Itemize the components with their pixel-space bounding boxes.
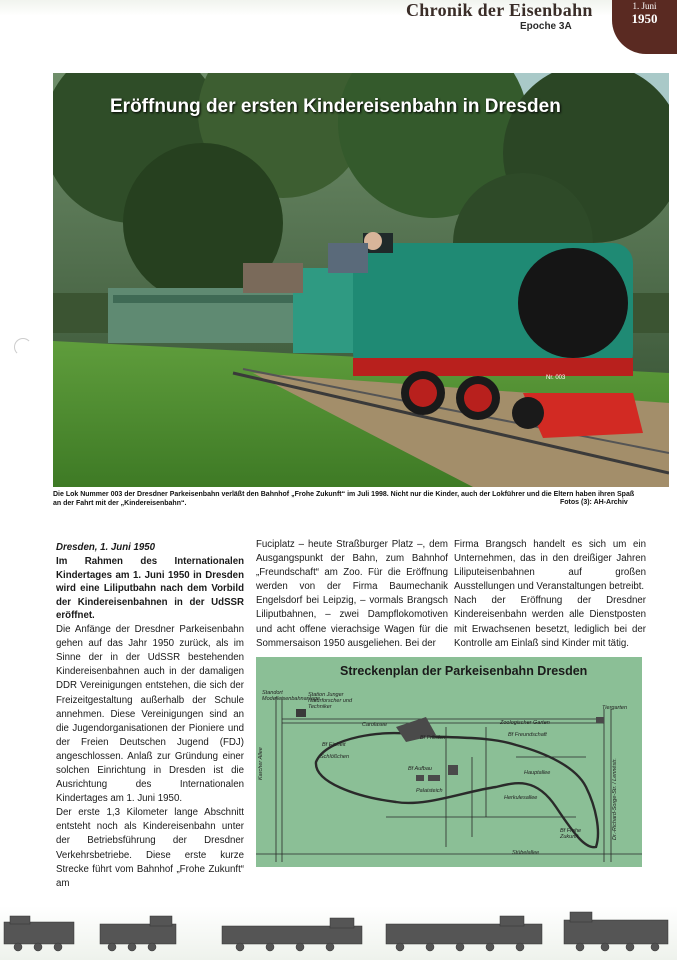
map-label-zoo: Zoologischer Garten (500, 720, 550, 726)
locomotive-icon (100, 916, 176, 951)
date-badge-year: 1950 (631, 11, 658, 26)
map-label-aufbau: Bf Aufbau (408, 766, 432, 772)
body-paragraph: Nach der Eröffnung der Dresdner Kindereisenbahn werden alle Dienstposten mit Erwachsenen besetzt, lediglich bei der Kontrolle am Einlaß sind Kinder mit tätig. (454, 595, 646, 649)
locomotive-icon (386, 916, 542, 951)
body-paragraph: Der erste 1,3 Kilometer lange Abschnitt entsteht noch als Kindereisenbahn unter der Betriebsführung der Dresdner Verkehrsbetriebe. Diese erste kurze Strecke führt vom Bahnhof „Frohe Zukunft“ am (56, 807, 244, 889)
dateline: Dresden, 1. Juni 1950 (56, 542, 156, 553)
map-label-hauptallee: Hauptallee (524, 770, 551, 776)
train-photo (53, 73, 669, 487)
locomotive-icon (564, 912, 668, 951)
map-label-tiergarten: Tiergarten (602, 705, 628, 711)
locomotive-icon (222, 918, 362, 951)
map-title: Streckenplan der Parkeisenbahn Dresden (340, 664, 588, 678)
map-label-frohe-zukunft: Bf Frohe Zukunft (560, 828, 582, 840)
map-label-freundschaft: Bf Freundschaft (508, 732, 547, 738)
map-label-palaisteich: Palaisteich (416, 788, 443, 794)
body-paragraph: Firma Brangsch handelt es sich um ein Unternehmen, das in den dreißiger Jahren Liliputeisenbahnen auf großen Ausstellungen und Veranstaltungen betreibt. (454, 539, 646, 593)
map-label-stuebel: Stübelallee (512, 850, 540, 856)
punch-hole-mark (14, 338, 32, 356)
map-label-karcher: Karcher Allee (258, 747, 264, 780)
epoch-label: Epoche 3A (520, 21, 572, 32)
body-paragraph: Fuciplatz – heute Straßburger Platz –, dem Ausgangspunkt der Bahn, zum Bahnhof „Freundschaft“ am Zoo. Für die Eröffnung werden von der Firma Baumechanik Engelsdorf bei Leipzig, – vormals Brangsch Liliputbahnen, – zwei Dampflokomotiven und acht offene vierachsige Wagen für die Sommersaison 1950 ausgeliehen. Bei der (256, 539, 448, 649)
map-label-standort: Standort Modelleisenbahnanlage (262, 690, 321, 702)
bottom-band (0, 906, 677, 960)
map-label-einheit: Bf Einheit (322, 742, 346, 748)
map-label-lennestr: Dr.-Richard-Sorge-Str. / Lennéstr. (612, 758, 618, 840)
map-label-frieden: Bf Frieden (420, 735, 446, 741)
map-label-station: Station Junger Naturforscher und Techniker (308, 692, 353, 710)
article-column-1 (56, 541, 244, 891)
locomotive-icon (4, 916, 74, 951)
article-column-3 (454, 538, 646, 651)
body-paragraph: Die Anfänge der Dresdner Parkeisenbahn gehen auf das Jahr 1950 zurück, als im Sinne der in der UdSSR bestehenden Kindereisenbahnen auch in der damaligen DDR Vereinigungen entstehen, die sich der Freizeitgestaltung außerhalb der Schule annehmen. Diese Vereinigungen sind an die Jugendorganisationen der Pioniere und der Freien Deutschen Jugend (FDJ) angeschlossen. Anlaß zur Gründung einer solchen Einrichtung in Dresden ist die Ausrichtung des Internationalen Kindertages am 1. Juni 1950. (56, 624, 244, 805)
photo-caption: Die Lok Nummer 003 der Dresdner Parkeisenbahn verläßt den Bahnhof „Frohe Zukunft“ im Juli 1998. Nicht nur die Kinder, auch der Lokführer und die Eltern haben ihren Spaß an der Fahrt mit der „Kindereisenbahn“. (53, 491, 635, 507)
article-column-2 (256, 538, 448, 651)
map-label-schloss: Schlößchen (320, 754, 350, 760)
date-badge-day: 1. Juni (632, 1, 657, 11)
map-label-herkulesallee: Herkulesallee (504, 795, 538, 801)
series-title: Chronik der Eisenbahn (406, 0, 593, 20)
map-label-carolasee: Carolasee (362, 722, 388, 728)
lead-paragraph: Im Rahmen des Internationalen Kindertages am 1. Juni 1950 in Dresden wird eine Liliputbahn nach dem Vorbild der Kindereisenbahnen in der UdSSR eröffnet. (56, 556, 244, 622)
date-badge (612, 0, 677, 54)
photo-headline: Eröffnung der ersten Kindereisenbahn in Dresden (110, 96, 561, 117)
loco-number: Nr. 003 (546, 375, 566, 381)
photo-credit: Fotos (3): AH-Archiv (560, 499, 628, 506)
